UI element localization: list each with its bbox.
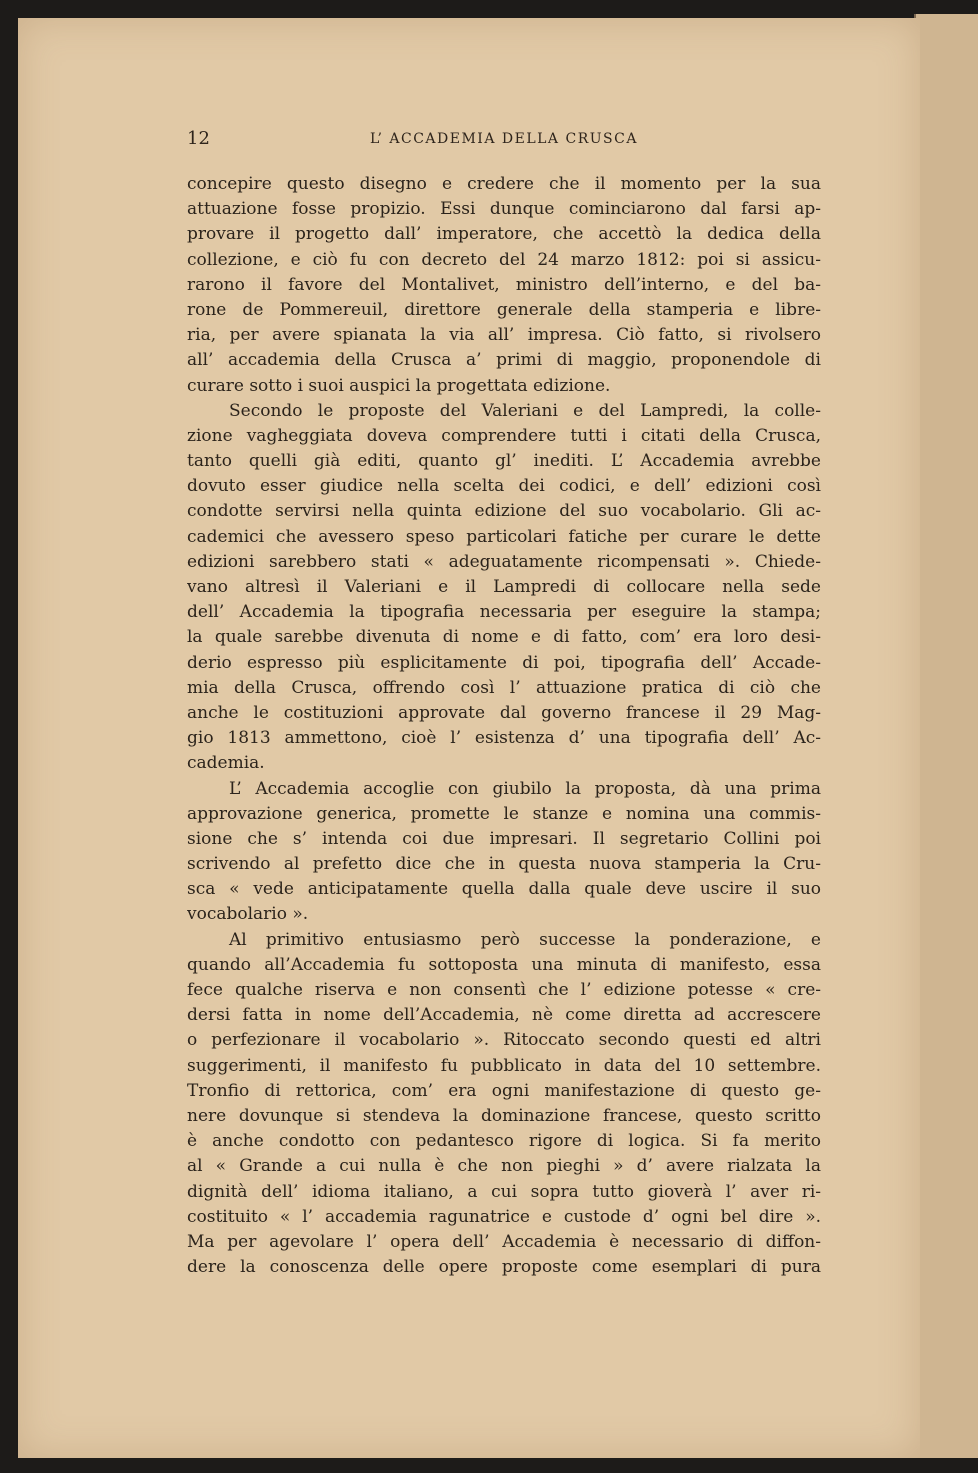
text-line: dersi fatta in nome dell’Accademia, nè come diretta ad accrescere — [187, 1005, 821, 1026]
text-line: sione che s’ intenda coi due impresari. Il segretario Collini poi — [187, 828, 821, 849]
page-number: 12 — [187, 128, 210, 149]
text-line: concepire questo disegno e credere che il momento per la sua — [187, 174, 821, 194]
text-line: cademici che avessero speso particolari fatiche per curare le dette — [187, 526, 821, 547]
text-line: zione vagheggiata doveva comprendere tutti i citati della Crusca, — [187, 425, 821, 446]
text-line: cademia. — [187, 753, 265, 774]
text-line: mia della Crusca, offrendo così l’ attuazione pratica di ciò che — [187, 677, 821, 698]
adjacent-page-edge — [914, 14, 978, 1458]
text-line: dere la conoscenza delle opere proposte come esemplari di pura — [187, 1257, 821, 1278]
text-line: è anche condotto con pedantesco rigore di logica. Si fa merito — [187, 1131, 821, 1152]
text-line: Secondo le proposte del Valeriani e del Lampredi, la colle- — [229, 400, 821, 421]
text-line: Ma per agevolare l’ opera dell’ Accademia è necessario di diffon- — [187, 1231, 821, 1252]
body-text — [187, 172, 821, 1280]
text-line: provare il progetto dall’ imperatore, che accettò la dedica della — [187, 224, 821, 245]
text-line: vano altresì il Valeriani e il Lampredi di collocare nella sede — [187, 577, 821, 597]
text-line: nere dovunque si stendeva la dominazione francese, questo scritto — [187, 1105, 821, 1126]
text-line: derio espresso più esplicitamente di poi, tipografia dell’ Accade- — [187, 652, 821, 673]
text-line: approvazione generica, promette le stanze e nomina una commis- — [187, 803, 821, 824]
text-line: ria, per avere spianata la via all’ impresa. Ciò fatto, si rivolsero — [187, 325, 821, 346]
text-line: fece qualche riserva e non consentì che l’ edizione potesse « cre- — [187, 980, 821, 1000]
text-line: dignità dell’ idioma italiano, a cui sopra tutto gioverà l’ aver ri- — [187, 1181, 821, 1202]
text-line: suggerimenti, il manifesto fu pubblicato in data del 10 settembre. — [187, 1055, 821, 1076]
text-line: rone de Pommereuil, direttore generale della stamperia e libre- — [187, 299, 821, 320]
text-line: collezione, e ciò fu con decreto del 24 marzo 1812: poi si assicu- — [187, 249, 821, 270]
text-line: curare sotto i suoi auspici la progettata edizione. — [187, 375, 611, 396]
page-header — [187, 128, 821, 152]
text-line: sca « vede anticipatamente quella dalla quale deve uscire il suo — [187, 879, 821, 900]
text-line: gio 1813 ammettono, cioè l’ esistenza d’ una tipografia dell’ Ac- — [187, 728, 821, 749]
text-line: L’ Accademia accoglie con giubilo la proposta, dà una prima — [229, 778, 821, 799]
text-line: dell’ Accademia la tipografia necessaria per eseguire la stampa; — [187, 602, 821, 623]
text-line: costituito « l’ accademia ragunatrice e custode d’ ogni bel dire ». — [187, 1206, 821, 1227]
text-line: attuazione fosse propizio. Essi dunque cominciarono dal farsi ap- — [187, 199, 821, 220]
text-line: o perfezionare il vocabolario ». Ritoccato secondo questi ed altri — [187, 1030, 821, 1051]
text-line: tanto quelli già editi, quanto gl’ inediti. L’ Accademia avrebbe — [187, 451, 821, 472]
text-line: all’ accademia della Crusca a’ primi di maggio, proponendole di — [187, 350, 821, 371]
text-line: dovuto esser giudice nella scelta dei codici, e dell’ edizioni così — [187, 476, 821, 497]
text-line: vocabolario ». — [187, 904, 309, 925]
text-line: quando all’Accademia fu sottoposta una minuta di manifesto, essa — [187, 954, 821, 975]
text-line: al « Grande a cui nulla è che non pieghi » d’ avere rialzata la — [187, 1156, 821, 1177]
text-line: la quale sarebbe divenuta di nome e di fatto, com’ era loro desi- — [187, 627, 821, 648]
text-line: scrivendo al prefetto dice che in questa nuova stamperia la Cru- — [187, 854, 821, 875]
text-line: edizioni sarebbero stati « adeguatamente ricompensati ». Chiede- — [187, 551, 821, 572]
text-line: anche le costituzioni approvate dal governo francese il 29 Mag- — [187, 702, 821, 723]
text-line: Tronfio di rettorica, com’ era ogni manifestazione di questo ge- — [187, 1080, 821, 1101]
text-line: Al primitivo entusiasmo però successe la ponderazione, e — [229, 929, 821, 950]
text-line: rarono il favore del Montalivet, ministro dell’interno, e del ba- — [187, 274, 821, 295]
running-title: L’ ACCADEMIA DELLA CRUSCA — [370, 131, 638, 147]
text-line: condotte servirsi nella quinta edizione del suo vocabolario. Gli ac- — [187, 501, 821, 522]
